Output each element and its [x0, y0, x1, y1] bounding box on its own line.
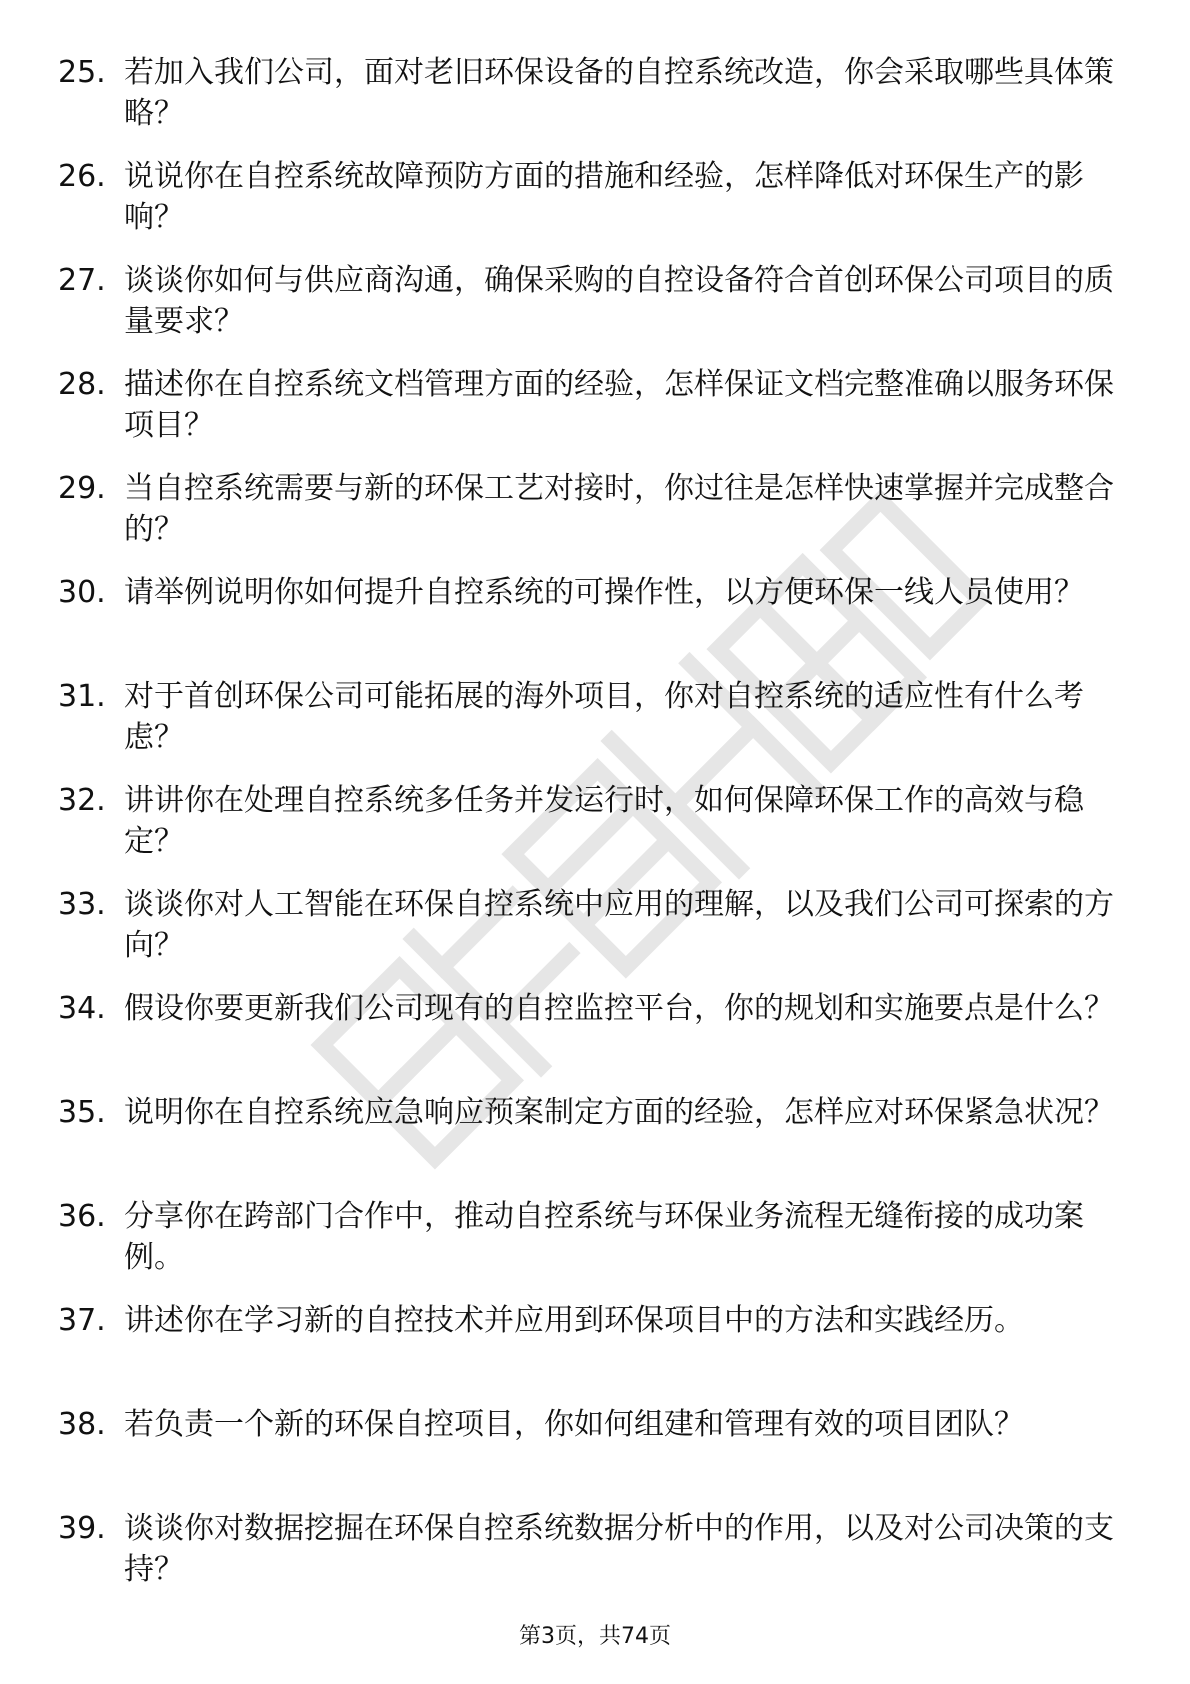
list-item	[58, 988, 1128, 1092]
list-item	[58, 1092, 1128, 1196]
question-text: 分享你在跨部门合作中，推动自控系统与环保业务流程无缝衔接的成功案例。	[124, 1199, 1084, 1275]
question-number: 27.	[58, 263, 106, 298]
list-item	[58, 156, 1128, 260]
list-item	[58, 1404, 1128, 1508]
list-item	[58, 572, 1128, 676]
page-footer: 第3页，共74页	[519, 1624, 671, 1649]
list-item	[58, 260, 1128, 364]
question-text: 谈谈你如何与供应商沟通，确保采购的自控设备符合首创环保公司项目的质量要求？	[124, 263, 1114, 339]
question-number: 25.	[58, 55, 106, 90]
list-item	[58, 780, 1128, 884]
question-text: 若负责一个新的环保自控项目，你如何组建和管理有效的项目团队？	[124, 1407, 1024, 1442]
list-item	[58, 1300, 1128, 1404]
question-text: 谈谈你对人工智能在环保自控系统中应用的理解，以及我们公司可探索的方向？	[124, 887, 1114, 963]
question-text: 若加入我们公司，面对老旧环保设备的自控系统改造，你会采取哪些具体策略？	[124, 55, 1114, 131]
question-number: 28.	[58, 367, 106, 402]
question-number: 26.	[58, 159, 106, 194]
question-text: 假设你要更新我们公司现有的自控监控平台，你的规划和实施要点是什么？	[124, 991, 1114, 1026]
list-item	[58, 1196, 1128, 1300]
question-text: 当自控系统需要与新的环保工艺对接时，你过往是怎样快速掌握并完成整合的？	[124, 471, 1114, 547]
list-item	[58, 676, 1128, 780]
question-text: 请举例说明你如何提升自控系统的可操作性，以方便环保一线人员使用？	[124, 575, 1084, 610]
question-number: 30.	[58, 575, 106, 610]
question-text: 说明你在自控系统应急响应预案制定方面的经验，怎样应对环保紧急状况？	[124, 1095, 1114, 1130]
question-number: 31.	[58, 679, 106, 714]
question-text: 讲述你在学习新的自控技术并应用到环保项目中的方法和实践经历。	[124, 1303, 1024, 1338]
question-text: 说说你在自控系统故障预防方面的措施和经验，怎样降低对环保生产的影响？	[124, 159, 1084, 235]
question-number: 38.	[58, 1407, 106, 1442]
question-text: 对于首创环保公司可能拓展的海外项目，你对自控系统的适应性有什么考虑？	[124, 679, 1084, 755]
list-item	[58, 884, 1128, 988]
question-text: 谈谈你对数据挖掘在环保自控系统数据分析中的作用，以及对公司决策的支持？	[124, 1511, 1114, 1587]
question-number: 29.	[58, 471, 106, 506]
list-item	[58, 52, 1128, 156]
question-number: 33.	[58, 887, 106, 922]
list-item	[58, 1508, 1128, 1612]
question-list	[58, 52, 1128, 1612]
question-number: 34.	[58, 991, 106, 1026]
question-number: 32.	[58, 783, 106, 818]
list-item	[58, 468, 1128, 572]
list-item	[58, 364, 1128, 468]
question-text: 讲讲你在处理自控系统多任务并发运行时，如何保障环保工作的高效与稳定？	[124, 783, 1084, 859]
question-number: 35.	[58, 1095, 106, 1130]
question-number: 37.	[58, 1303, 106, 1338]
question-number: 36.	[58, 1199, 106, 1234]
question-text: 描述你在自控系统文档管理方面的经验，怎样保证文档完整准确以服务环保项目？	[124, 367, 1114, 443]
question-number: 39.	[58, 1511, 106, 1546]
